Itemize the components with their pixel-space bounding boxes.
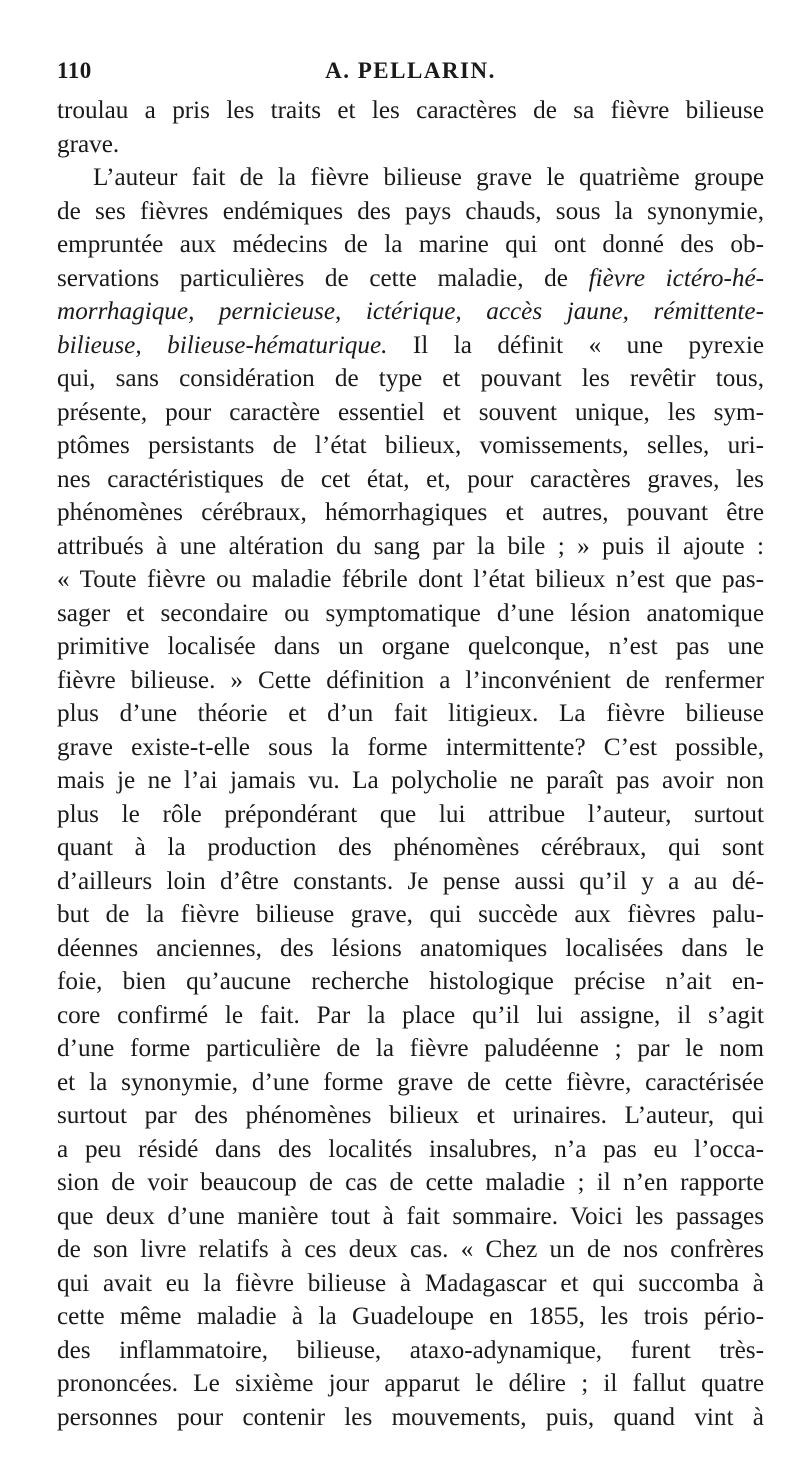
text-line-8-roman: Il la définit « une pyrexie [387,331,764,359]
text-line-24: d’ailleurs loin d’être constants. Je pense aussi qu’il y a au dé- [57,867,764,895]
text-line-28: core confirmé le fait. Par la place qu’il lui assigne, il s’agit [57,1001,764,1029]
running-title: A. PELLARIN. [325,58,496,83]
text-line-20: grave existe-t-elle sous la forme intermittente? C’est possible, [57,733,764,761]
text-line-1: troulau a pris les traits et les caractères de sa fièvre bilieuse [57,97,764,124]
text-line-34: que deux d’une manière tout à fait sommaire. Voici les passages [57,1202,764,1230]
body-text [57,94,764,1434]
text-line-35: de son livre relatifs à ces deux cas. « Chez un de nos confrères [57,1236,764,1263]
text-line-15: « Toute fièvre ou maladie fébrile dont l’état bilieux n’est que pas- [57,566,764,593]
text-line-12: nes caractéristiques de cet état, et, pour caractères graves, les [57,465,764,493]
text-line-7 [57,295,764,329]
italic-terms: morrhagique, pernicieuse, ictérique, accès jaune, rémittente- [57,298,764,325]
text-line-23: quant à la production des phénomènes cérébraux, qui sont [57,834,764,861]
text-line-8 [57,329,764,363]
text-line-3: L’auteur fait de la fièvre bilieuse grave le quatrième groupe [93,164,764,191]
italic-term: fièvre ictéro-hé- [588,264,765,292]
text-line-6-roman: servations particulières de cette maladie, de [57,264,589,292]
text-line-4: de ses fièvres endémiques des pays chauds, sous la synonymie, [57,197,764,225]
text-line-18: fièvre bilieuse. » Cette définition a l’inconvénient de renfermer [57,666,764,694]
text-line-14: attribués à une altération du sang par la bile ; » puis il ajoute : [57,532,764,560]
text-line-33: sion de voir beaucoup de cas de cette maladie ; il n’en rapporte [57,1169,764,1196]
text-line-21: mais je ne l’ai jamais vu. La polycholie ne paraît pas avoir non [57,767,764,794]
text-line-31: surtout par des phénomènes bilieux et urinaires. L’auteur, qui [57,1102,764,1129]
text-line-38: des inflammatoire, bilieuse, ataxo-adynamique, furent très- [57,1336,764,1364]
text-line-5: empruntée aux médecins de la marine qui ont donné des ob- [57,231,764,258]
text-line-13: phénomènes cérébraux, hémorrhagiques et autres, pouvant être [57,499,764,526]
text-line-30: et la synonymie, d’une forme grave de cette fièvre, caractérisée [57,1068,764,1096]
text-line-32: a peu résidé dans des localités insalubres, n’a pas eu l’occa- [57,1135,764,1163]
running-head [57,56,764,86]
text-line-29: d’une forme particulière de la fièvre paludéenne ; par le nom [57,1035,764,1062]
text-line-37: cette même maladie à la Guadeloupe en 1855, les trois pério- [57,1303,764,1330]
text-line-16: sager et secondaire ou symptomatique d’une lésion anatomique [57,599,764,627]
italic-terms-end: bilieuse, bilieuse-hématurique. [57,331,388,359]
text-line-2: grave. [57,130,120,158]
text-line-39: prononcées. Le sixième jour apparut le délire ; il fallut quatre [57,1370,764,1397]
text-line-36: qui avait eu la fièvre bilieuse à Madagascar et qui succomba à [57,1269,764,1297]
text-line-26: déennes anciennes, des lésions anatomiques localisées dans le [57,934,764,962]
text-line-40: personnes pour contenir les mouvements, puis, quand vint à [57,1403,764,1431]
text-line-6 [57,262,764,296]
page-number: 110 [57,58,92,83]
text-line-19: plus d’une théorie et d’un fait litigieux. La fièvre bilieuse [57,700,764,727]
text-line-9: qui, sans considération de type et pouvant les revêtir tous, [57,365,764,392]
text-line-27: foie, bien qu’aucune recherche histologique précise n’ait en- [57,968,764,995]
text-line-11: ptômes persistants de l’état bilieux, vomissements, selles, uri- [57,432,764,459]
text-line-25: but de la fièvre bilieuse grave, qui succède aux fièvres palu- [57,901,764,928]
text-line-10: présente, pour caractère essentiel et souvent unique, les sym- [57,398,764,426]
text-line-17: primitive localisée dans un organe quelconque, n’est pas une [57,633,764,660]
text-line-22: plus le rôle prépondérant que lui attribue l’auteur, surtout [57,800,764,828]
